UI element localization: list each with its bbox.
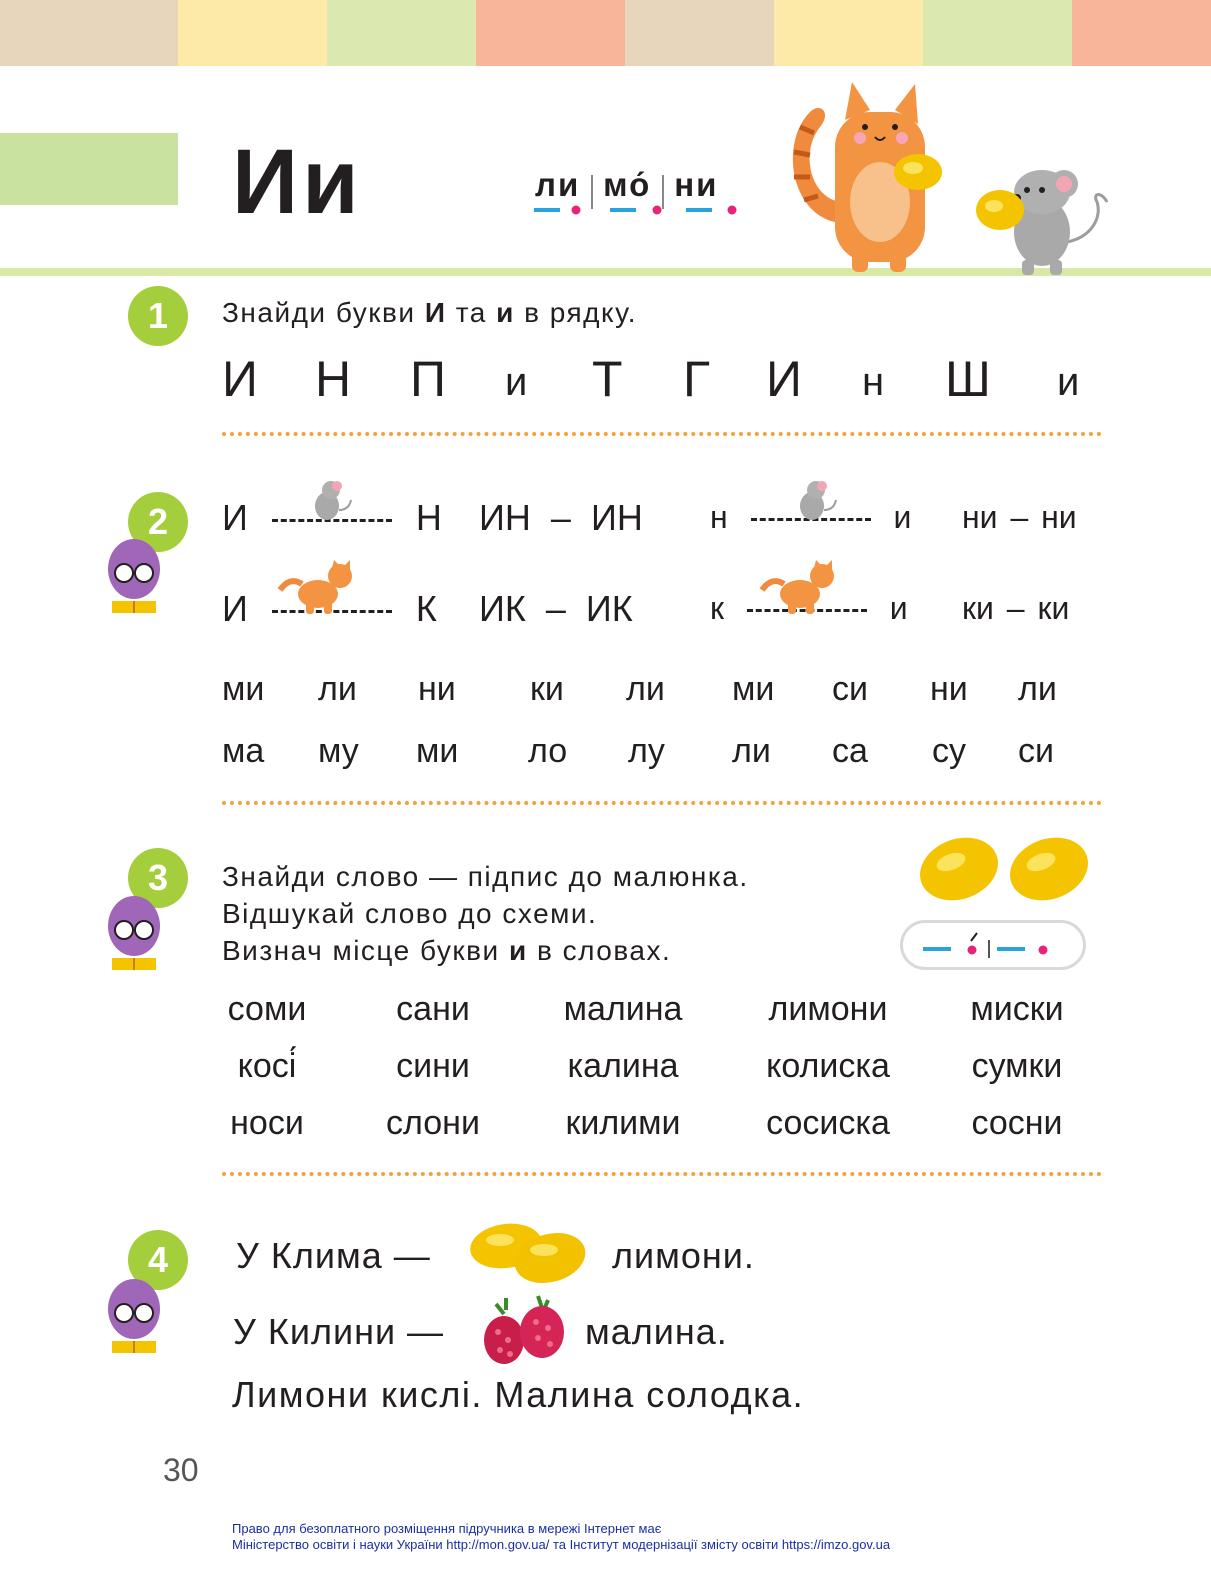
letter: н [862, 360, 885, 404]
word: лимони [768, 990, 888, 1028]
cat-small-icon [276, 560, 360, 616]
letter: И [222, 588, 248, 629]
letter: к [710, 590, 724, 626]
syllable: ли [318, 670, 357, 708]
word: сосиска [766, 1104, 890, 1142]
letter: Н [315, 351, 352, 407]
syllable: ми [732, 670, 775, 708]
dotted-divider [222, 801, 1102, 805]
instruction-text: Визнач місце букви [222, 935, 500, 966]
stripe [923, 0, 1072, 66]
task2-syllable-pair [479, 588, 633, 630]
task3-instructions [222, 858, 749, 969]
task-number-4: 4 [128, 1230, 188, 1290]
syllable: ми [222, 670, 265, 708]
word: сини [396, 1047, 470, 1085]
word: соми [227, 990, 307, 1028]
syllable: ми [416, 732, 459, 770]
syllable: мо́ [603, 166, 652, 203]
lemons-picture [466, 1218, 590, 1288]
word-scheme-box [900, 920, 1086, 970]
task4-line-1-right: лимони. [612, 1235, 755, 1276]
letter: и [889, 590, 908, 626]
syllable: ИК [585, 588, 633, 629]
syllable: су [932, 732, 966, 770]
letter: И [766, 351, 802, 407]
syllable: ки [962, 590, 994, 626]
mouse-small-icon [305, 480, 353, 524]
letter: И [222, 351, 258, 407]
syllable: ИК [479, 588, 526, 629]
letter: и [893, 499, 912, 535]
syllable: ма [222, 732, 265, 770]
stripe [774, 0, 923, 66]
dotted-divider [222, 1172, 1102, 1176]
syllable: ли [535, 166, 581, 203]
syllable: ли [732, 732, 771, 770]
syllable-scheme-marks [530, 202, 750, 218]
syllable: ни [962, 499, 998, 535]
stripe [327, 0, 476, 66]
task4-line-2-right: малина. [585, 1311, 728, 1352]
instruction-text: в рядку. [524, 297, 638, 328]
task2-syllable-pair [962, 590, 1069, 627]
word: колиска [766, 1047, 890, 1085]
instruction-line: Знайди слово — підпис до малюнка. [222, 861, 749, 892]
letter: Ш [945, 351, 991, 407]
letter: и [1057, 360, 1080, 404]
word: сосни [971, 1104, 1063, 1142]
word: косі́ [237, 1047, 297, 1085]
syllable: си [832, 670, 868, 708]
instruction-bold-letter: И [424, 297, 447, 328]
syllable: ли [1018, 670, 1057, 708]
cat-small-icon [758, 560, 842, 616]
syllable: си [1018, 732, 1054, 770]
word-scheme [903, 923, 1083, 967]
letter: Н [415, 497, 442, 538]
task-number-3: 3 [128, 848, 188, 908]
syllable: ИН [479, 497, 531, 538]
letter: и [505, 360, 528, 404]
word: слони [386, 1104, 480, 1142]
cat-illustration [780, 72, 960, 277]
word: килими [565, 1104, 681, 1142]
stripe [625, 0, 774, 66]
instruction-text: в словах. [536, 935, 672, 966]
syllable: ни [674, 166, 719, 203]
syllable: ки [530, 670, 564, 708]
raspberries-picture [478, 1290, 570, 1372]
instruction-bold-letter: и [508, 935, 528, 966]
letter: И [222, 497, 248, 538]
stripe [0, 0, 178, 66]
syllable: ли [626, 670, 665, 708]
instruction-text: та [455, 297, 487, 328]
word: носи [230, 1104, 304, 1142]
task4-line-1-left: У Клима — [236, 1235, 431, 1276]
purple-reader-character [104, 1275, 164, 1361]
instruction-line [222, 932, 749, 969]
syllable: лу [628, 732, 665, 770]
header-green-tab [0, 133, 178, 205]
syllable: ло [528, 732, 568, 770]
task4-line-2-left: У Килини — [233, 1311, 445, 1352]
dotted-divider [222, 432, 1102, 436]
word: сани [396, 990, 470, 1028]
syllable: ки [1037, 590, 1070, 626]
syllable: са [832, 732, 868, 770]
instruction-text: Знайди букви [222, 297, 416, 328]
instruction-line: Відшукай слово до схеми. [222, 898, 598, 929]
syllable: му [318, 732, 359, 770]
letter: Г [683, 351, 711, 407]
task2-syllable-pair [479, 497, 643, 539]
purple-reader-character [104, 535, 164, 621]
instruction-bold-letter: и [496, 297, 515, 328]
syllable: ни [418, 670, 456, 708]
stripe [1072, 0, 1211, 66]
footer-line: Міністерство освіти і науки України http://mon.gov.ua/ та Інститут модернізації змісту освіти https://imzo.gov.ua [232, 1537, 891, 1552]
task-number-1: 1 [128, 286, 188, 346]
stripe [178, 0, 327, 66]
separator: – [550, 497, 571, 538]
syllable: ИН [590, 497, 643, 538]
page-number: 30 [163, 1452, 199, 1488]
letter: н [710, 499, 728, 535]
word: калина [567, 1047, 679, 1085]
separator: – [1010, 499, 1029, 535]
mouse-small-icon [790, 480, 838, 524]
task-number-2: 2 [128, 492, 188, 552]
footer-notice [232, 1521, 890, 1553]
task2-syllable-pair [962, 499, 1077, 536]
separator: – [1006, 590, 1025, 626]
stripe [476, 0, 625, 66]
word: миски [970, 990, 1064, 1028]
word: малина [563, 990, 683, 1028]
letter: К [415, 588, 437, 629]
letter: П [410, 351, 446, 407]
lemons-picture [916, 834, 1092, 904]
task1-instruction [222, 297, 637, 329]
footer-line: Право для безоплатного розміщення підручника в мережі Інтернет має [232, 1521, 662, 1536]
word: сумки [971, 1047, 1063, 1085]
task4-line-3: Лимони кислі. Малина солодка. [232, 1374, 805, 1415]
page-title-letters: Ии [232, 131, 363, 233]
letter: Т [592, 351, 623, 407]
syllable: ни [930, 670, 968, 708]
purple-reader-character [104, 892, 164, 978]
syllable: ни [1041, 499, 1077, 535]
mouse-illustration [972, 162, 1112, 277]
separator: – [545, 588, 566, 629]
